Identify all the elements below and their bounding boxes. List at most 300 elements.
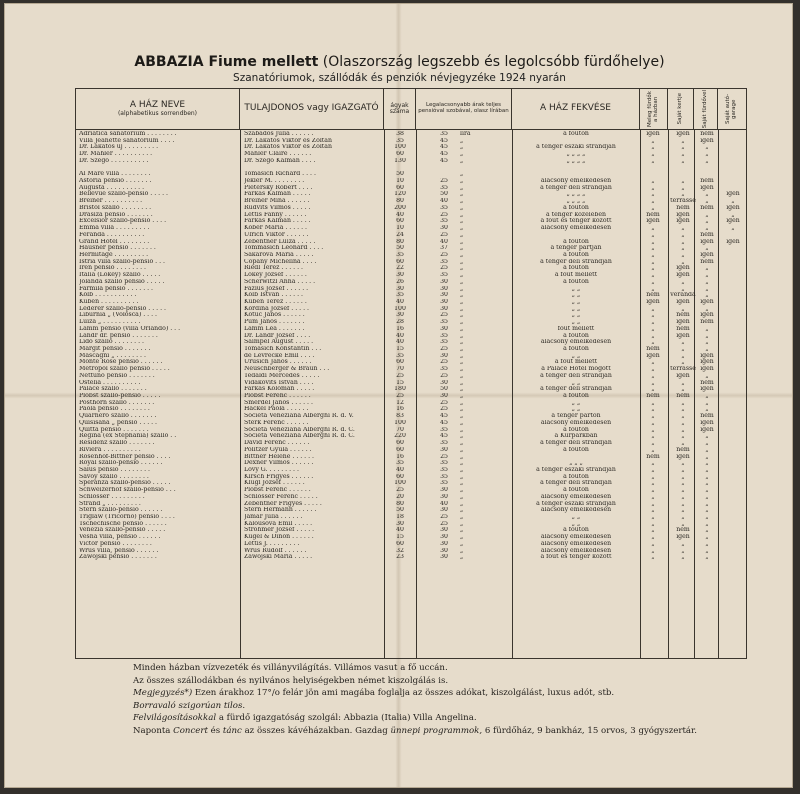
location: a tenger parton (551, 413, 601, 420)
dining-flag: „ (705, 305, 709, 312)
bed-count: 30 (396, 520, 404, 527)
hotel-table (75, 88, 747, 659)
bed-count: 24 (396, 231, 404, 238)
house-name: Astoria pensió . . . . . . . (79, 178, 152, 185)
price-unit: „ (460, 178, 464, 185)
owner-name: Plöbst Ferenc . . . . . . (244, 487, 311, 494)
location: a tenger északi strandján (536, 500, 616, 507)
owner-name: Wrus Rudolf . . . . . . (244, 547, 307, 554)
table-row (76, 480, 746, 487)
owner-name: Kalousova Emil . . . . . (244, 520, 313, 527)
house-name: Dr. Lakatos uj . . . . . . . . . (79, 144, 159, 151)
bath-flag: „ (651, 151, 655, 158)
table-body (76, 131, 746, 561)
garden-flag: „ (681, 507, 685, 514)
dining-flag: „ (705, 507, 709, 514)
location: alacsony emelkedésen (540, 507, 612, 514)
price-unit: „ (460, 332, 464, 339)
owner-name: Kirsch Frigyes . . . . . . (244, 473, 314, 480)
price-value: 25 (440, 372, 448, 379)
price-unit: „ (460, 245, 464, 252)
bed-count: 25 (396, 372, 404, 379)
house-name: Victor pensió . . . . . . . . (79, 540, 152, 547)
owner-name: Lamm Lea . . . . . . . (244, 325, 305, 332)
owner-name: Kuben Teréz . . . . . . (244, 298, 307, 305)
dining-flag: „ (705, 332, 709, 339)
dining-flag: nem (700, 178, 714, 185)
location: a tenger déli strandján (540, 258, 612, 265)
bath-flag: „ (651, 473, 655, 480)
location: a tenger déli strandján (540, 480, 612, 487)
bed-count: 30 (396, 272, 404, 279)
price-value: 25 (440, 406, 448, 413)
table-row (76, 413, 746, 420)
location: „ „ (571, 305, 581, 312)
bed-count: 35 (396, 137, 404, 144)
house-name: Luiza „ . . . . . . . . . . (79, 319, 141, 326)
bath-flag: „ (651, 372, 655, 379)
house-name: Quitta pensió . . . . . . . (79, 426, 149, 433)
table-row (76, 406, 746, 413)
col-header-price: Legalacsonyabb árak teljes pensióval szobával, olasz lírában (416, 89, 512, 129)
table-row (76, 427, 746, 434)
location: a Palace Hotel mögött (541, 366, 611, 373)
bath-flag: „ (651, 487, 655, 494)
garden-flag: „ (681, 473, 685, 480)
dining-flag: „ (705, 144, 709, 151)
bath-flag: nem (646, 211, 660, 218)
bed-count: 50 (396, 245, 404, 252)
price-value: 30 (440, 379, 448, 386)
table-row (76, 265, 746, 272)
price-value: 35 (440, 366, 448, 373)
table-row (76, 225, 746, 232)
garden-flag: „ (681, 460, 685, 467)
price-unit: „ (460, 211, 464, 218)
dining-flag: „ (705, 265, 709, 272)
footer-line: Az összes szállodákban és nyilvános helyiségekben német kiszolgálás is. (133, 675, 449, 686)
price-unit: „ (460, 366, 464, 373)
table-row (76, 286, 746, 293)
garden-flag: nem (676, 204, 690, 211)
garage-flag: igen (726, 238, 740, 245)
bath-flag: „ (651, 258, 655, 265)
table-row (76, 138, 746, 145)
footer-line: Megjegyzés*) Ezen árakhoz 17°/o felár jön ami magába foglalja az összes adókat, kiszolgálást, luxus adót, stb. (133, 688, 615, 699)
price-unit: „ (460, 413, 464, 420)
table-row (76, 400, 746, 407)
table-row (76, 346, 746, 353)
dining-flag: igen (700, 137, 714, 144)
house-name: Farmila pensió . . . . . . . (79, 285, 154, 292)
house-name: Feranda . . . . . . . . . . (79, 231, 145, 238)
house-name: Dr. Szegő . . . . . . . . . . (79, 157, 149, 164)
owner-name: Hackel Paola . . . . . . (244, 406, 309, 413)
house-name: Emma villa . . . . . . . . . (79, 225, 150, 232)
location: a főúton (563, 487, 589, 494)
price-value: 25 (440, 359, 448, 366)
price-value: 50 (440, 386, 448, 393)
table-row (76, 239, 746, 246)
garden-flag: „ (681, 520, 685, 527)
bed-count: 25 (396, 487, 404, 494)
bed-count: 40 (396, 339, 404, 346)
garden-flag: „ (681, 251, 685, 258)
garden-flag: „ (681, 352, 685, 359)
table-row (76, 212, 746, 219)
bed-count: 35 (396, 460, 404, 467)
price-value: 35 (440, 460, 448, 467)
table-row (76, 333, 746, 340)
garden-flag: „ (681, 285, 685, 292)
price-value: 45 (440, 151, 448, 158)
bed-count: 100 (394, 305, 406, 312)
location: a főúton (563, 251, 589, 258)
bath-flag: „ (651, 137, 655, 144)
garden-flag: „ (681, 547, 685, 554)
price-unit: „ (460, 466, 464, 473)
owner-name: Dexner Vilmos . . . . . . (244, 460, 314, 467)
table-row (76, 292, 746, 299)
table-row (76, 205, 746, 212)
owner-name: Rudvits Vilmos . . . . . (244, 204, 311, 211)
dining-flag: „ (705, 487, 709, 494)
dining-flag: „ (705, 406, 709, 413)
price-unit: „ (460, 319, 464, 326)
price-value: 35 (440, 319, 448, 326)
garden-flag: „ (681, 466, 685, 473)
house-name: Palace szálló . . . . . . . (79, 386, 147, 393)
house-name: Al Mare villa . . . . . . . . (79, 171, 151, 178)
garden-flag: „ (681, 406, 685, 413)
price-value: 40 (440, 198, 448, 205)
bath-flag: „ (651, 527, 655, 534)
location: a főúton (563, 131, 589, 137)
bed-count: 70 (396, 366, 404, 373)
price-unit: „ (460, 507, 464, 514)
table-row (76, 440, 746, 447)
table-row (76, 306, 746, 313)
price-unit: „ (460, 258, 464, 265)
garden-flag: „ (681, 191, 685, 198)
dining-flag: „ (705, 473, 709, 480)
bath-flag: „ (651, 426, 655, 433)
dining-flag: „ (705, 540, 709, 547)
table-row (76, 131, 746, 138)
price-unit: „ (460, 386, 464, 393)
bath-flag: „ (651, 440, 655, 447)
dining-flag: „ (705, 393, 709, 400)
house-name: Venezia szálló-pensió . . . . . (79, 527, 166, 534)
bed-count: 80 (396, 238, 404, 245)
garden-flag: igen (676, 298, 690, 305)
garden-flag: „ (681, 386, 685, 393)
dining-flag: „ (705, 534, 709, 541)
dining-flag: igen (700, 251, 714, 258)
owner-name: Kordina József . . . . . (244, 305, 309, 312)
location: a főúton (563, 473, 589, 480)
price-unit: „ (460, 312, 464, 319)
house-name: Irén pensió . . . . . . . . (79, 265, 146, 272)
table-row (76, 534, 746, 541)
house-name: Paola pensió . . . . . . . . (79, 406, 150, 413)
house-name: Speranza szálló-pensió . . . . . (79, 480, 171, 487)
bath-flag: „ (651, 184, 655, 191)
price-value: 25 (440, 399, 448, 406)
price-value: 30 (440, 285, 448, 292)
garden-flag: „ (681, 426, 685, 433)
price-value: 30 (440, 493, 448, 500)
page-subtitle: Szanatóriumok, szállódák és penziók névjegyzéke 1924 nyarán (233, 72, 566, 84)
price-value: 30 (440, 487, 448, 494)
price-value: 35 (440, 218, 448, 225)
owner-name: Schlosser Ferenc . . . . . (244, 493, 318, 500)
dining-flag: „ (705, 278, 709, 285)
location: alacsony emelkedésen (540, 493, 612, 500)
bath-flag: „ (651, 379, 655, 386)
dining-flag: igen (700, 298, 714, 305)
owner-name: Saimpel August . . . . . (244, 339, 314, 346)
owner-name: Tommasich Leonard . . . . (244, 245, 324, 252)
bed-count: 200 (394, 204, 406, 211)
bath-flag: „ (651, 272, 655, 279)
table-row (76, 312, 746, 319)
col-header-bath: Meleg fürdők a házban (640, 89, 668, 129)
table-row (76, 386, 746, 393)
owner-name: Smerdel János . . . . . . (244, 399, 313, 406)
price-unit: „ (460, 534, 464, 541)
dining-flag: nem (700, 204, 714, 211)
bed-count: 35 (396, 352, 404, 359)
price-unit: „ (460, 379, 464, 386)
garden-flag: igen (676, 218, 690, 225)
footer-line: Naponta Concert és tánc az összes kávéházakban. Gazdag ünnepi programmok, 6 fürdőház, 9 bankház, 15 orvos, 3 gyógyszertár. (133, 725, 697, 736)
col-header-garden: Saját kertje (668, 89, 694, 129)
bed-count: 120 (394, 191, 406, 198)
price-value: 30 (440, 298, 448, 305)
house-name: Rosenhof-Bittner pensió . . . . (79, 453, 171, 460)
price-unit: „ (460, 151, 464, 158)
garden-flag: veranda (670, 292, 696, 299)
page-title: ABBAZIA Fiume mellett (Olaszország legszebb és legolcsóbb fürdőhelye) (134, 54, 665, 70)
bath-flag: „ (651, 413, 655, 420)
table-row (76, 165, 746, 172)
price-unit: „ (460, 137, 464, 144)
price-unit: „ (460, 440, 464, 447)
location: „ „ (571, 319, 581, 326)
bath-flag: „ (651, 265, 655, 272)
house-name: Hausner pensió . . . . . . . (79, 245, 156, 252)
price-unit: „ (460, 500, 464, 507)
garden-flag: „ (681, 144, 685, 151)
price-value: 30 (440, 352, 448, 359)
garden-flag: „ (681, 493, 685, 500)
owner-name: Societá Veneziana Alberghi R. d. C. (244, 433, 355, 440)
garden-flag: „ (681, 359, 685, 366)
garden-flag: igen (676, 372, 690, 379)
dining-flag: „ (705, 460, 709, 467)
bath-flag: „ (651, 399, 655, 406)
price-unit: „ (460, 191, 464, 198)
footer-line: Minden házban vízvezeték és villányvilágítás. Villámos vasut a fő uccán. (133, 663, 448, 673)
table-row (76, 279, 746, 286)
bath-flag: „ (651, 554, 655, 561)
bed-count: 30 (396, 285, 404, 292)
price-unit: „ (460, 480, 464, 487)
location: „ „ „ „ (566, 198, 586, 205)
bath-flag: „ (651, 339, 655, 346)
garden-flag: igen (676, 131, 690, 137)
price-value: 25 (440, 346, 448, 352)
dining-flag: igen (700, 419, 714, 426)
location: a főúton (563, 265, 589, 272)
bath-flag: „ (651, 534, 655, 541)
price-unit: „ (460, 359, 464, 366)
table-row (76, 554, 746, 561)
bath-flag: „ (651, 540, 655, 547)
bed-count: 60 (396, 184, 404, 191)
bed-count: 60 (396, 473, 404, 480)
dining-flag: igen (700, 352, 714, 359)
bed-count: 50 (396, 171, 404, 178)
table-row (76, 548, 746, 555)
bed-count: 16 (396, 325, 404, 332)
bath-flag: „ (651, 500, 655, 507)
table-row (76, 191, 746, 198)
owner-name: Ulrich Viktor . . . . . . (244, 231, 309, 238)
house-name: Nettuno pensió . . . . . . . (79, 372, 155, 379)
bath-flag: „ (651, 305, 655, 312)
garden-flag: „ (681, 540, 685, 547)
house-name: Wrus villa, pensió . . . . . . (79, 547, 159, 554)
dining-flag: „ (705, 466, 709, 473)
garden-flag: „ (681, 178, 685, 185)
table-row (76, 259, 746, 266)
price-value: 25 (440, 453, 448, 460)
table-row (76, 454, 746, 461)
price-value: 35 (440, 440, 448, 447)
price-unit: „ (460, 406, 464, 413)
dining-flag: „ (705, 272, 709, 279)
table-row (76, 460, 746, 467)
house-name: Bellevue szálló-pensió . . . . . (79, 191, 168, 198)
house-name: Residenz szálló . . . . . . . (79, 440, 155, 447)
bed-count: 40 (396, 332, 404, 339)
location: a tenger déli strandján (540, 372, 612, 379)
garden-flag: nem (676, 325, 690, 332)
price-value: 30 (440, 446, 448, 453)
garden-flag: „ (681, 157, 685, 164)
price-unit: „ (460, 393, 464, 400)
price-unit: „ (460, 339, 464, 346)
location: a főúton (563, 332, 589, 339)
dining-flag: „ (705, 218, 709, 225)
table-row (76, 501, 746, 508)
bath-flag: „ (651, 446, 655, 453)
price-unit: „ (460, 265, 464, 272)
owner-name: Kolb István . . . . . . (244, 292, 303, 299)
location: a főúton (563, 346, 589, 352)
col-header-rooms: ágyak száma (384, 89, 416, 129)
dining-flag: „ (705, 225, 709, 232)
house-name: Bristol szálló . . . . . . . . (79, 204, 152, 211)
location: a tenger közelében (546, 211, 606, 218)
owner-name: Neuschberger & Braun . . . (244, 366, 330, 373)
owner-name: Mahler Claire . . . . . . (244, 151, 312, 158)
house-name: Excelsior szálló-pensió . . . . (79, 218, 167, 225)
owner-name: Politzer Gyula . . . . . . (244, 446, 312, 453)
dining-flag: „ (705, 399, 709, 406)
table-row (76, 218, 746, 225)
owner-name: Pum János . . . . . . . (244, 319, 305, 326)
bath-flag: „ (651, 366, 655, 373)
price-unit: „ (460, 372, 464, 379)
owner-name: Tedaldi Mercedes . . . . . (244, 372, 320, 379)
bed-count: 80 (396, 500, 404, 507)
location: „ „ „ „ (566, 157, 586, 164)
location: a főúton (563, 393, 589, 400)
price-value: 25 (440, 231, 448, 238)
garden-flag: igen (676, 211, 690, 218)
price-value: 30 (440, 305, 448, 312)
table-row (76, 326, 746, 333)
house-name: Istria villa szálló-pensió . . . (79, 258, 165, 265)
price-value: 25 (440, 265, 448, 272)
table-row (76, 198, 746, 205)
owner-name: Bittner Helene . . . . . . (244, 453, 315, 460)
bath-flag: „ (651, 204, 655, 211)
garden-flag: „ (681, 305, 685, 312)
bath-flag: „ (651, 285, 655, 292)
price-value: 25 (440, 513, 448, 520)
house-name: Zawojski pensió . . . . . . . (79, 554, 157, 561)
table-row (76, 373, 746, 380)
price-value: 35 (440, 184, 448, 191)
bath-flag: nem (646, 453, 660, 460)
table-row (76, 299, 746, 306)
owner-name: Sterk Ferenc . . . . . . (244, 419, 309, 426)
owner-name: Farkas Kálmán . . . . . (244, 191, 311, 198)
table-row (76, 514, 746, 521)
location: alacsony emelkedésen (540, 225, 612, 232)
location: „ „ (571, 312, 581, 319)
bed-count: 60 (396, 218, 404, 225)
house-name: Dr. Mahler . . . . . . . . . . (79, 151, 153, 158)
garden-flag: nem (676, 527, 690, 534)
dining-flag: igen (700, 386, 714, 393)
price-unit: „ (460, 198, 464, 205)
house-name: Riviera . . . . . . . . . . (79, 446, 141, 453)
price-unit: „ (460, 433, 464, 440)
bed-count: 15 (396, 346, 404, 352)
bath-flag: igen (646, 218, 660, 225)
dining-flag: „ (705, 372, 709, 379)
house-name: Breiner . . . . . . . . . . (79, 198, 143, 205)
bath-flag: „ (651, 460, 655, 467)
dining-flag: „ (705, 446, 709, 453)
price-unit: „ (460, 473, 464, 480)
dining-flag: „ (705, 151, 709, 158)
owner-name: Zebentner Frigyes . . . . . (244, 500, 322, 507)
price-value: 30 (440, 292, 448, 299)
owner-name: Riedl Teréz . . . . . . (244, 265, 303, 272)
bed-count: 60 (396, 151, 404, 158)
owner-name: Dr. Szegő Kálmán . . . . (244, 157, 316, 164)
owner-name: Szabados Julia . . . . . . (244, 131, 314, 137)
location: „ „ (571, 285, 581, 292)
bed-count: 40 (396, 298, 404, 305)
price-value: 30 (440, 547, 448, 554)
